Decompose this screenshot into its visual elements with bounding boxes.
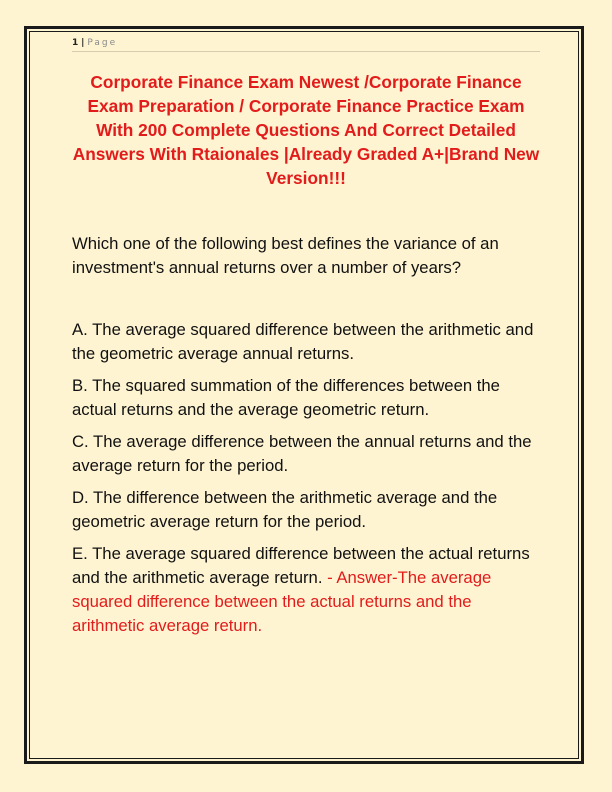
option-e [72, 542, 547, 638]
page-header-separator: | [81, 38, 85, 48]
answer-text: - Answer-The average squared difference between the actual returns and the arithmetic average return. [72, 568, 492, 635]
option-d [72, 486, 547, 534]
document-title: Corporate Finance Exam Newest /Corporate Finance Exam Preparation / Corporate Finance Practice Exam With 200 Complete Questions And Correct Detailed Answers With Rtaionales |Already Graded A+|Brand New Version!!! [72, 72, 540, 188]
answer-options-list [72, 318, 547, 646]
page-header [72, 37, 540, 52]
page-number: 1 [72, 38, 79, 48]
page-label: Page [87, 38, 118, 48]
option-a [72, 318, 547, 366]
option-d-text: D. The difference between the arithmetic average and the geometric average return for the period. [72, 488, 498, 531]
option-a-text: A. The average squared difference between the arithmetic and the geometric average annual returns. [72, 320, 534, 363]
option-b-text: B. The squared summation of the differences between the actual returns and the average geometric return. [72, 376, 500, 419]
option-c-text: C. The average difference between the annual returns and the average return for the period. [72, 432, 532, 475]
question-text: Which one of the following best defines the variance of an investment's annual returns over a number of years? [72, 234, 499, 277]
option-c [72, 430, 547, 478]
option-b [72, 374, 547, 422]
option-e-text: E. The average squared difference between the actual returns and the arithmetic average return. [72, 544, 530, 587]
